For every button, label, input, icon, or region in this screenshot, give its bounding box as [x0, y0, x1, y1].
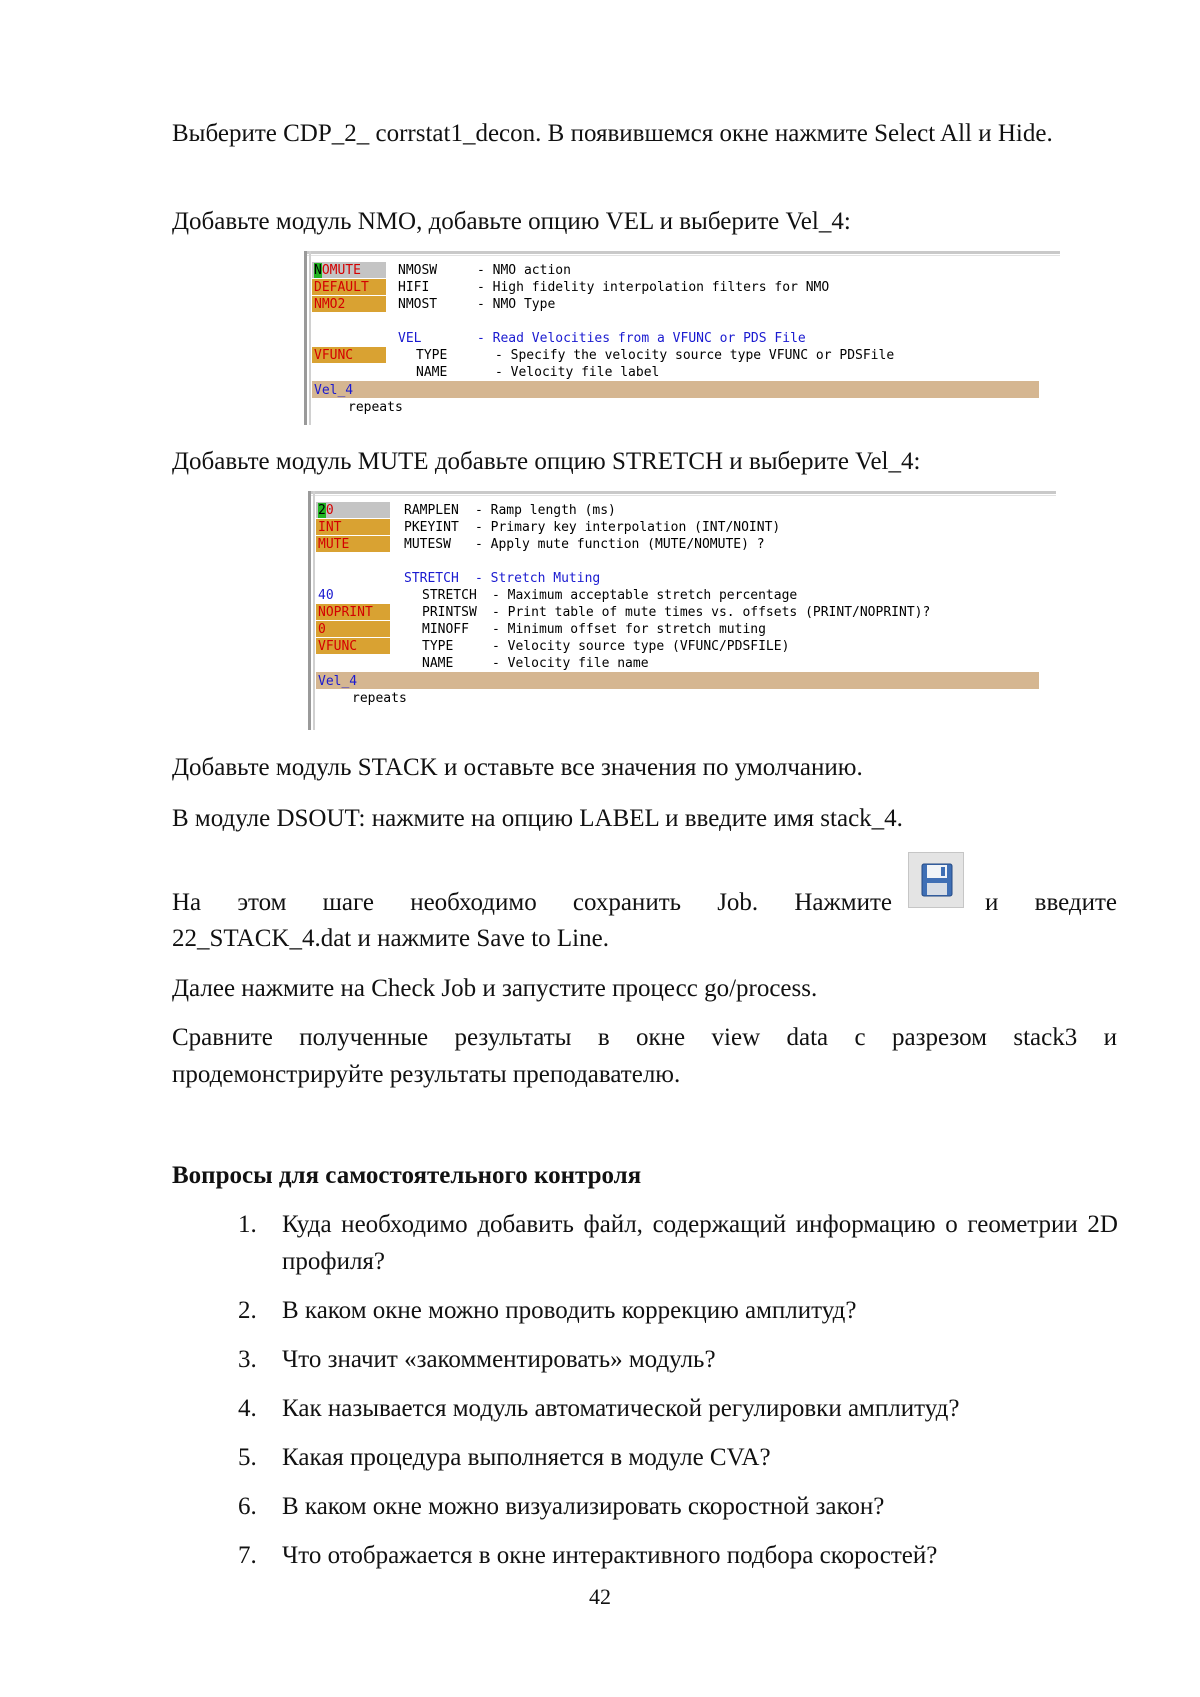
list-item: [238, 1439, 1118, 1476]
param-desc-name: - Velocity file label: [495, 365, 660, 380]
param-desc-ramplen: - Ramp length (ms): [475, 503, 616, 518]
param-row-stretch-pct: [316, 587, 798, 604]
repeats-row: [316, 690, 407, 707]
param-row-type: [316, 638, 790, 655]
option-desc-stretch: - Stretch Muting: [475, 571, 601, 586]
option-row-vel[interactable]: [312, 330, 806, 347]
param-name-nmosw: NMOSW: [398, 263, 438, 278]
value-cell-ramplen[interactable]: [316, 502, 390, 518]
value-cell-nmosw[interactable]: [312, 262, 386, 278]
list-item: [238, 1292, 1118, 1329]
mute-parameters-screenshot: [308, 491, 1056, 730]
question-text: Что значит «закомментировать» модуль?: [282, 1346, 716, 1373]
value-cell-minoff[interactable]: 0: [316, 621, 390, 637]
param-row-hifi: [312, 279, 830, 296]
param-desc-pkeyint: - Primary key interpolation (INT/NOINT): [475, 520, 781, 535]
paragraph-save-job-line1-left: На этом шаге необходимо сохранить Job. Нажмите: [172, 889, 892, 916]
param-row-nmost: [312, 296, 556, 313]
param-desc-name: - Velocity file name: [492, 656, 649, 671]
param-desc-type: - Velocity source type (VFUNC/PDSFILE): [492, 639, 790, 654]
panel-left-border: [304, 251, 307, 425]
param-row-minoff: [316, 621, 766, 638]
param-name-printsw: PRINTSW: [422, 605, 477, 620]
paragraph-dsout-label: В модуле DSOUT: нажмите на опцию LABEL и введите имя stack_4.: [172, 805, 903, 832]
param-desc-stretch-pct: - Maximum acceptable stretch percentage: [492, 588, 798, 603]
panel-left-border: [308, 491, 311, 730]
questions-list: [238, 1206, 1118, 1586]
value-cell-pkeyint[interactable]: INT: [316, 519, 390, 535]
value-ramplen: 0: [325, 503, 334, 518]
question-text: Как называется модуль автоматической регулировки амплитуд?: [282, 1395, 960, 1422]
selected-velocity-row[interactable]: [312, 381, 1039, 398]
save-button-image: [908, 852, 964, 908]
repeats-label: repeats: [352, 691, 407, 706]
param-desc-printsw: - Print table of mute times vs. offsets (PRINT/NOPRINT)?: [492, 605, 931, 620]
param-name-ramplen: RAMPLEN: [404, 503, 459, 518]
value-cell-nmost[interactable]: NMO2: [312, 296, 386, 312]
value-cell-type[interactable]: VFUNC: [312, 347, 386, 363]
repeats-label: repeats: [348, 400, 403, 415]
param-desc-minoff: - Minimum offset for stretch muting: [492, 622, 766, 637]
paragraph-select-cdp: Выберите CDP_2_ corrstat1_decon. В появившемся окне нажмите Select All и Hide.: [172, 120, 1053, 147]
param-desc-hifi: - High fidelity interpolation filters for NMO: [477, 280, 830, 295]
question-text: В каком окне можно проводить коррекцию амплитуд?: [282, 1297, 857, 1324]
list-number: 3.: [238, 1346, 257, 1373]
param-name-type: TYPE: [416, 348, 448, 363]
paragraph-check-job: Далее нажмите на Check Job и запустите процесс go/process.: [172, 975, 818, 1002]
param-name-minoff: MINOFF: [422, 622, 469, 637]
selected-velocity-value: Vel_4: [314, 383, 354, 398]
list-number: 5.: [238, 1444, 257, 1471]
list-item: [238, 1206, 1118, 1280]
list-number: 2.: [238, 1297, 257, 1324]
question-text: В каком окне можно визуализировать скоростной закон?: [282, 1493, 885, 1520]
nmo-parameters-screenshot: [304, 251, 1060, 425]
list-item: [238, 1341, 1118, 1378]
param-row-name: [312, 364, 660, 381]
param-row-mutesw: [316, 536, 765, 553]
param-name-nmost: NMOST: [398, 297, 438, 312]
option-name-stretch[interactable]: STRETCH: [404, 571, 459, 586]
paragraph-add-stack: Добавьте модуль STACK и оставьте все значения по умолчанию.: [172, 754, 863, 781]
param-desc-nmosw: - NMO action: [477, 263, 571, 278]
value-cell-hifi[interactable]: DEFAULT: [312, 279, 386, 295]
param-row-type: [312, 347, 895, 364]
param-name-mutesw: MUTESW: [404, 537, 451, 552]
option-desc-vel: - Read Velocities from a VFUNC or PDS File: [477, 331, 806, 346]
param-row-pkeyint: [316, 519, 781, 536]
param-name-pkeyint: PKEYINT: [404, 520, 459, 535]
section-heading: Вопросы для самостоятельного контроля: [172, 1162, 642, 1189]
value-cell-printsw[interactable]: NOPRINT: [316, 604, 390, 620]
panel-top-border: [308, 491, 1056, 494]
param-name-name: NAME: [416, 365, 448, 380]
param-desc-nmost: - NMO Type: [477, 297, 556, 312]
paragraph-compare-results: Сравните полученные результаты в окне view data с разрезом stack3 и продемонстрируйте результаты преподавателю.: [172, 1024, 1117, 1088]
floppy-disk-icon: [921, 863, 953, 897]
text-cursor: N: [314, 263, 322, 278]
param-row-ramplen: [316, 502, 616, 519]
param-name-name: NAME: [422, 656, 454, 671]
page-number: 42: [589, 1584, 611, 1609]
param-row-name: [316, 655, 649, 672]
panel-left-border-inner: [313, 491, 315, 730]
param-desc-type: - Specify the velocity source type VFUNC or PDSFile: [495, 348, 895, 363]
list-number: 7.: [238, 1542, 257, 1569]
repeats-row: [312, 399, 403, 416]
question-text: Куда необходимо добавить файл, содержащий информацию о геометрии 2D профиля?: [282, 1211, 1118, 1275]
question-text: Что отображается в окне интерактивного подбора скоростей?: [282, 1542, 938, 1569]
paragraph-save-job-line1-right: и введите: [985, 889, 1117, 916]
panel-left-border-inner: [309, 251, 311, 425]
option-row-stretch[interactable]: [316, 570, 601, 587]
param-row-nmosw: [312, 262, 571, 279]
selected-velocity-row[interactable]: [316, 672, 1039, 689]
value-nmosw: OMUTE: [321, 263, 361, 278]
list-number: 6.: [238, 1493, 257, 1520]
list-number: 1.: [238, 1211, 257, 1238]
selected-velocity-value: Vel_4: [318, 674, 358, 689]
param-name-stretch-pct: STRETCH: [422, 588, 477, 603]
value-cell-type[interactable]: VFUNC: [316, 638, 390, 654]
list-item: [238, 1488, 1118, 1525]
paragraph-add-mute: Добавьте модуль MUTE добавьте опцию STRETCH и выберите Vel_4:: [172, 448, 921, 475]
panel-top-border: [304, 251, 1060, 254]
value-cell-mutesw[interactable]: MUTE: [316, 536, 390, 552]
paragraph-add-nmo: Добавьте модуль NMO, добавьте опцию VEL и выберите Vel_4:: [172, 208, 851, 235]
list-item: [238, 1390, 1118, 1427]
param-name-hifi: HIFI: [398, 280, 430, 295]
param-name-type: TYPE: [422, 639, 454, 654]
panel-top-border-inner: [304, 255, 1060, 256]
question-text: Какая процедура выполняется в модуле CVA?: [282, 1444, 771, 1471]
text-cursor: 2: [318, 503, 326, 518]
paragraph-save-job-line2: 22_STACK_4.dat и нажмите Save to Line.: [172, 925, 609, 952]
value-cell-stretch-pct[interactable]: 40: [318, 588, 334, 603]
option-name-vel[interactable]: VEL: [398, 331, 422, 346]
panel-top-border-inner: [308, 495, 1056, 496]
param-desc-mutesw: - Apply mute function (MUTE/NOMUTE) ?: [475, 537, 765, 552]
list-item: [238, 1537, 1118, 1574]
list-number: 4.: [238, 1395, 257, 1422]
param-row-printsw: [316, 604, 931, 621]
